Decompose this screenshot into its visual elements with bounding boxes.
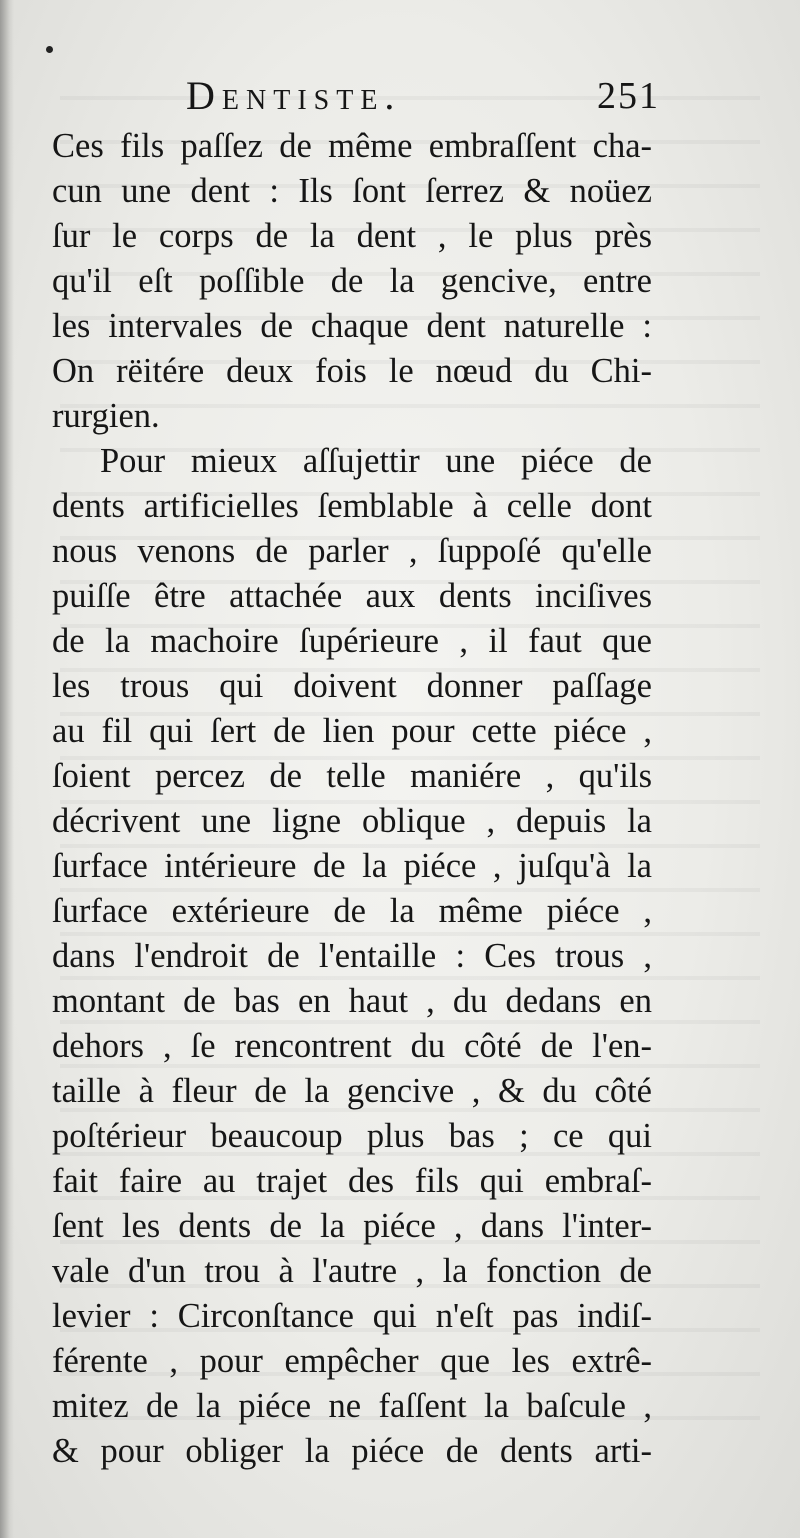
text-line: taille à fleur de la gencive , & du côté	[52, 1072, 652, 1110]
body-text	[52, 124, 652, 1474]
text-line: ſur le corps de la dent , le plus près	[52, 217, 652, 255]
text-line: dans l'endroit de l'entaille : Ces trous ,	[52, 937, 652, 975]
text-line: Pour mieux aſſujettir une piéce de	[100, 442, 652, 480]
text-line: ſent les dents de la piéce , dans l'inter-	[52, 1207, 652, 1245]
text-line: au fil qui ſert de lien pour cette piéce ,	[52, 712, 652, 750]
text-line: rurgien.	[52, 397, 160, 435]
text-line: ſoient percez de telle maniére , qu'ils	[52, 757, 652, 795]
page-number: 251	[597, 75, 660, 117]
text-line: mitez de la piéce ne faſſent la baſcule ,	[52, 1387, 652, 1425]
text-line: fait faire au trajet des fils qui embraſ-	[52, 1162, 652, 1200]
page-header	[50, 70, 660, 122]
text-line: les trous qui doivent donner paſſage	[52, 667, 652, 705]
text-line: On rëitére deux fois le nœud du Chi-	[52, 352, 652, 390]
text-line: les intervales de chaque dent naturelle :	[52, 307, 652, 345]
text-line: vale d'un trou à l'autre , la fonction de	[52, 1252, 652, 1290]
text-line: levier : Circonſtance qui n'eſt pas indiſ-	[52, 1297, 652, 1335]
ink-dot	[46, 46, 53, 53]
page-gutter-shadow	[0, 0, 14, 1538]
text-line: de la machoire ſupérieure , il faut que	[52, 622, 652, 660]
text-line: Ces fils paſſez de même embraſſent cha-	[52, 127, 652, 165]
text-line: nous venons de parler , ſuppoſé qu'elle	[52, 532, 652, 570]
text-line: puiſſe être attachée aux dents inciſives	[52, 577, 652, 615]
text-line: dents artificielles ſemblable à celle dont	[52, 487, 652, 525]
text-line: cun une dent : Ils ſont ſerrez & noüez	[52, 172, 652, 210]
text-line: ſurface extérieure de la même piéce ,	[52, 892, 652, 930]
text-line: & pour obliger la piéce de dents arti-	[52, 1432, 652, 1470]
text-line: décrivent une ligne oblique , depuis la	[52, 802, 652, 840]
text-line: ſurface intérieure de la piéce , juſqu'à la	[52, 847, 652, 885]
text-line: férente , pour empêcher que les extrê-	[52, 1342, 652, 1380]
text-line: qu'il eſt poſſible de la gencive, entre	[52, 262, 652, 300]
text-line: dehors , ſe rencontrent du côté de l'en-	[52, 1027, 652, 1065]
text-line: poſtérieur beaucoup plus bas ; ce qui	[52, 1117, 652, 1155]
text-line: montant de bas en haut , du dedans en	[52, 982, 652, 1020]
running-title: Dentiste.	[186, 73, 402, 118]
